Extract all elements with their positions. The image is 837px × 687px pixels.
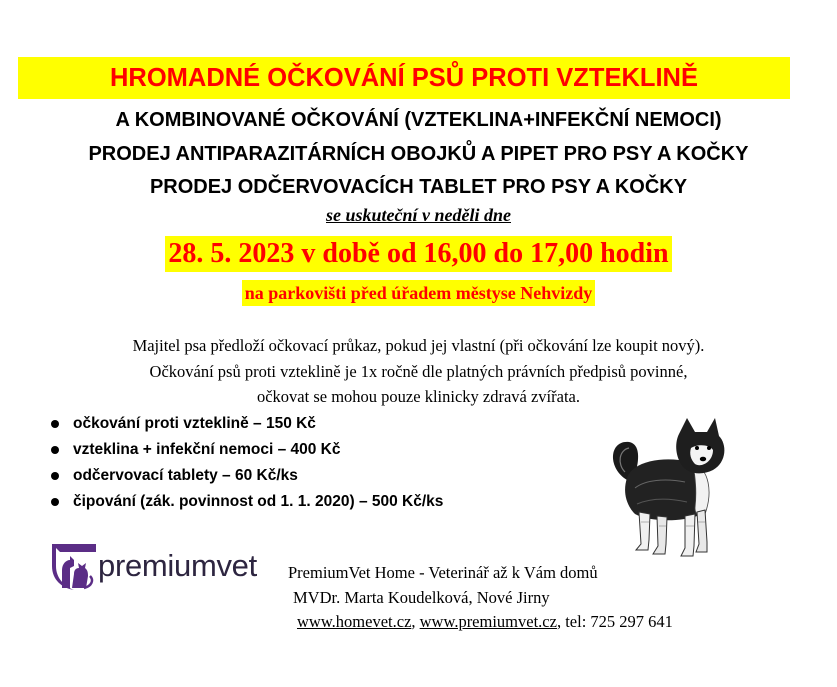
homevet-link[interactable]: www.homevet.cz <box>297 612 412 631</box>
event-date-time-text: 28. 5. 2023 v době od 16,00 do 17,00 hodin <box>165 236 671 272</box>
price-item-label: odčervovací tablety – 60 Kč/ks <box>73 467 298 484</box>
list-item <box>47 463 443 489</box>
list-item <box>47 437 443 463</box>
event-date-time <box>0 236 837 272</box>
subheading-combined-vaccination: A KOMBINOVANÉ OČKOVÁNÍ (VZTEKLINA+INFEKČNÍ NEMOCI) <box>115 109 722 131</box>
bullet-icon <box>51 420 59 428</box>
price-item-label: čipování (zák. povinnost od 1. 1. 2020) – 500 Kč/ks <box>73 493 444 510</box>
list-item <box>47 489 443 515</box>
price-item-label: očkování proti vzteklině – 150 Kč <box>73 415 316 432</box>
bullet-icon <box>51 446 59 454</box>
price-list <box>47 411 443 515</box>
event-location <box>0 280 837 306</box>
bullet-icon <box>51 472 59 480</box>
link-separator: , <box>411 612 420 631</box>
list-item <box>47 411 443 437</box>
subheading-antiparasitic: PRODEJ ANTIPARAZITÁRNÍCH OBOJKŮ A PIPET PRO PSY A KOČKY <box>88 143 749 165</box>
info-line-3: očkovat se mohou pouze klinicky zdravá zvířata. <box>256 387 580 406</box>
price-item-label: vzteklina + infekční nemoci – 400 Kč <box>73 441 341 458</box>
dog-cat-shield-icon <box>48 540 100 592</box>
event-location-text: na parkovišti před úřadem městyse Nehvizdy <box>242 280 596 306</box>
subheading-deworming: PRODEJ ODČERVOVACÍCH TABLET PRO PSY A KOČKY <box>149 176 688 198</box>
bullet-icon <box>51 498 59 506</box>
schedule-note: se uskuteční v neděli dne <box>326 205 511 225</box>
contact-line-company: PremiumVet Home - Veterinář až k Vám domů <box>288 563 598 582</box>
page-title: HROMADNÉ OČKOVÁNÍ PSŮ PROTI VZTEKLINĚ <box>18 57 790 99</box>
info-line-1: Majitel psa předloží očkovací průkaz, pokud jej vlastní (při očkování lze koupit nový). <box>132 336 705 355</box>
premiumvet-link[interactable]: www.premiumvet.cz <box>419 612 557 631</box>
dog-illustration-icon <box>605 418 740 563</box>
contact-line-vet: MVDr. Marta Koudelková, Nové Jirny <box>293 588 550 607</box>
contact-line-web <box>297 611 673 633</box>
logo-wordmark: premiumvet <box>98 548 257 583</box>
info-line-2: Očkování psů proti vzteklině je 1x ročně dle platných právních předpisů povinné, <box>149 362 688 381</box>
phone-number: , tel: 725 297 641 <box>556 612 673 631</box>
